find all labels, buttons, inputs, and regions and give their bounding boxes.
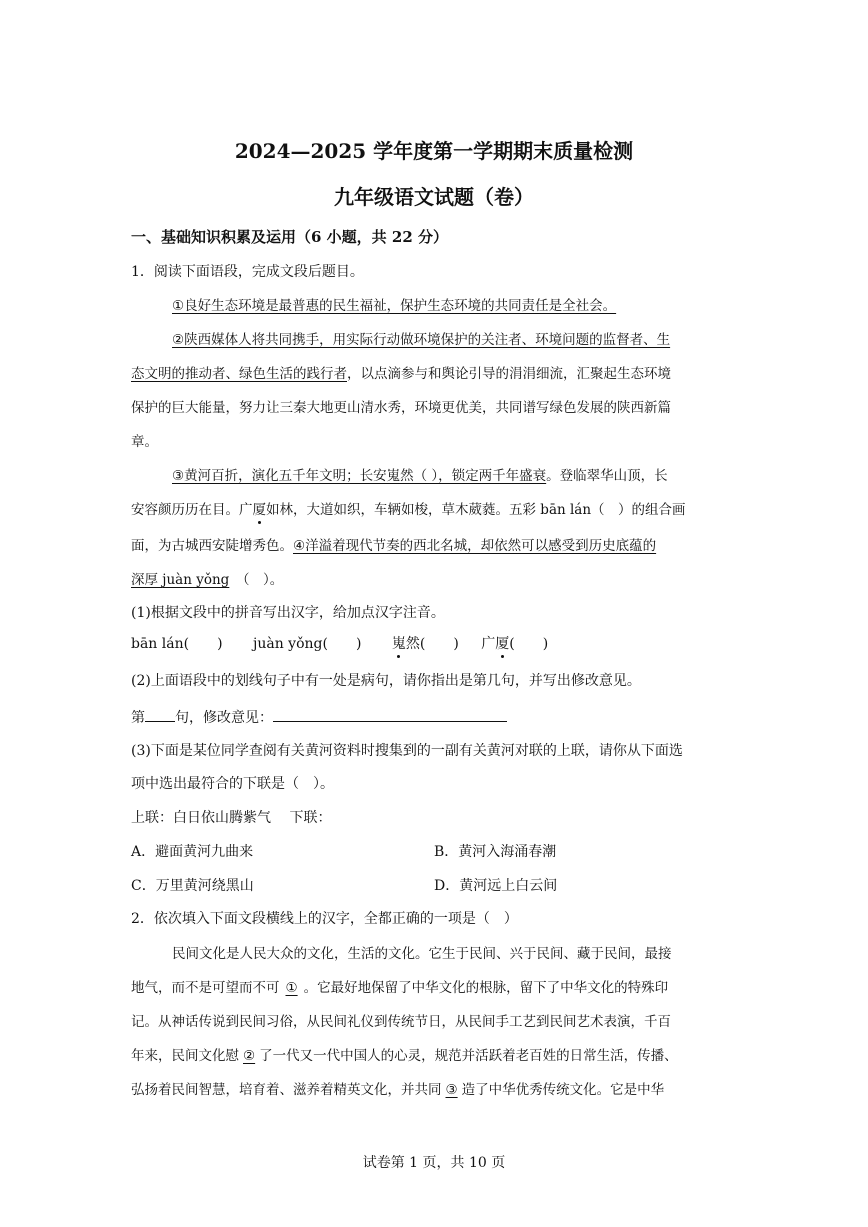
pinyin-juanyong: juàn yǒng [162, 572, 230, 588]
q2-line-3: 记。从神话传说到民间习俗，从民间礼仪到传统节日，从民间手工艺到民间艺术表演，千百 [131, 1014, 671, 1030]
option-b[interactable]: B．黄河入海涌春潮 [434, 844, 557, 860]
sentence-4-text-c: （ ）。 [229, 572, 284, 588]
sub-question-2: (2)上面语段中的划线句子中有一处是病句，请你指出是第几句，并写出修改意见。 [131, 673, 641, 689]
q2-line-4-a: 年来，民间文化慰 [131, 1048, 239, 1064]
q2-line-2-b: 。它最好地保留了中华文化的根脉，留下了中华文化的特殊印 [303, 980, 669, 996]
sentence-4-text-a: ④洋溢着现代节奏的西北名城，却依然可以感受到历史底蕴的 [293, 538, 657, 554]
sentence-3-text-a: ③黄河百折，演化五千年文明；长安嵬然（ ），锁定两千年盛衰 [172, 468, 547, 484]
blank-weiran[interactable]: 然( ) [405, 636, 459, 652]
q2-line-4-b: 了一代又一代中国人的心灵，规范并活跃着老百姓的日常生活，传播、 [259, 1048, 678, 1064]
sentence-3-text-e: （ ）的组合画 [591, 502, 686, 518]
sentence-3-text-b: 。登临翠华山顶，长 [546, 468, 668, 484]
sentence-3-line-3 [131, 536, 656, 556]
sentence-3-line-2 [131, 500, 686, 520]
dotted-char-wei: 嵬 [391, 636, 406, 652]
sentence-3-text-f: 面，为古城西安陡增秀色。 [131, 538, 293, 554]
revision-blank[interactable] [273, 706, 507, 722]
q2-line-5 [131, 1080, 664, 1100]
sentence-1-text: ①良好生态环境是最普惠的民生福祉，保护生态环境的共同责任是全社会。 [172, 298, 617, 314]
q2-line-1: 民间文化是人民大众的文化，生活的文化。它生于民间、兴于民间、藏于民间，最接 [172, 946, 672, 962]
q2-line-5-a: 弘扬着民间智慧，培育着、滋养着精英文化，并共同 [131, 1082, 442, 1098]
option-a[interactable]: A．避面黄河九曲来 [131, 844, 254, 860]
question-1-prompt: 1．阅读下面语段，完成文段后题目。 [131, 264, 364, 280]
answer-label-b: 句，修改意见： [175, 710, 273, 726]
sentence-2-line-3: 保护的巨大能量，努力让三秦大地更山清水秀，环境更优美，共同谱写绿色发展的陕西新篇 [131, 400, 671, 416]
q2-line-2 [131, 978, 668, 998]
sentence-3-text-d: 如林，大道如织，车辆如梭，草木葳蕤。五彩 [266, 502, 536, 518]
exam-subtitle: 九年级语文试题（卷） [334, 185, 534, 209]
char-guang: 广 [481, 636, 496, 652]
blank-1[interactable]: ① [285, 980, 298, 996]
question-2-prompt: 2．依次填入下面文段横线上的汉字，全都正确的一项是（ ） [131, 911, 518, 927]
sentence-2-line-1 [172, 330, 670, 350]
q2-line-2-a: 地气，而不是可望而不可 [131, 980, 280, 996]
couplet-line: 上联：白日依山腾紫气 下联： [131, 810, 332, 826]
sentence-4-line-2 [131, 570, 283, 590]
blank-2[interactable]: ② [243, 1048, 256, 1064]
sub-question-1: (1)根据文段中的拼音写出汉字，给加点汉字注音。 [131, 605, 445, 621]
q2-line-4 [131, 1046, 678, 1066]
sentence-2-line-4: 章。 [131, 434, 158, 450]
dotted-char-sha-2: 厦 [495, 636, 510, 652]
sub-question-3-line-2: 项中选出最符合的下联是（ ）。 [131, 776, 334, 792]
dotted-char-sha: 厦 [252, 502, 266, 518]
sentence-number-blank[interactable] [145, 706, 175, 722]
sentence-2-line-2 [131, 364, 671, 384]
sentence-2-text-c: ，以点滴参与和舆论引导的涓涓细流，汇聚起生态环境 [347, 366, 671, 382]
answer-label-a: 第 [131, 710, 145, 726]
blank-juanyong[interactable]: juàn yǒng( ) [253, 636, 362, 652]
blank-3[interactable]: ③ [445, 1082, 458, 1098]
option-d[interactable]: D．黄河远上白云间 [434, 878, 558, 894]
sub-question-3-line-1: (3)下面是某位同学查阅有关黄河资料时搜集到的一副有关黄河对联的上联，请你从下面选 [131, 743, 683, 759]
pinyin-banlan: bān lán [540, 502, 592, 518]
section-heading: 一、基础知识积累及运用（6 小题，共 22 分） [131, 228, 448, 246]
blank-banlan[interactable]: bān lán( ) [131, 636, 223, 652]
sub-question-2-answer [131, 706, 507, 728]
sentence-3-line-1 [172, 466, 668, 486]
sentence-4-text-b [131, 572, 229, 588]
sentence-2-text-b: 态文明的推动者、绿色生活的践行者 [131, 366, 347, 382]
sentence-2-text-a: ②陕西媒体人将共同携手，用实际行动做环境保护的关注者、环境问题的监督者、生 [172, 332, 671, 348]
exam-title: 2024—2025 学年度第一学期期末质量检测 [234, 139, 634, 163]
sentence-4-text-b1: 深厚 [131, 572, 158, 588]
sentence-3-text-c: 安容颜历历在目。广 [131, 502, 253, 518]
page-footer: 试卷第 1 页，共 10 页 [362, 1155, 506, 1171]
blank-guangsha[interactable]: ( ) [509, 636, 549, 652]
option-c[interactable]: C．万里黄河绕黑山 [131, 878, 254, 894]
q2-line-5-b: 造了中华优秀传统文化。它是中华 [461, 1082, 665, 1098]
sentence-1 [172, 296, 616, 316]
sub-question-1-items [131, 634, 548, 654]
